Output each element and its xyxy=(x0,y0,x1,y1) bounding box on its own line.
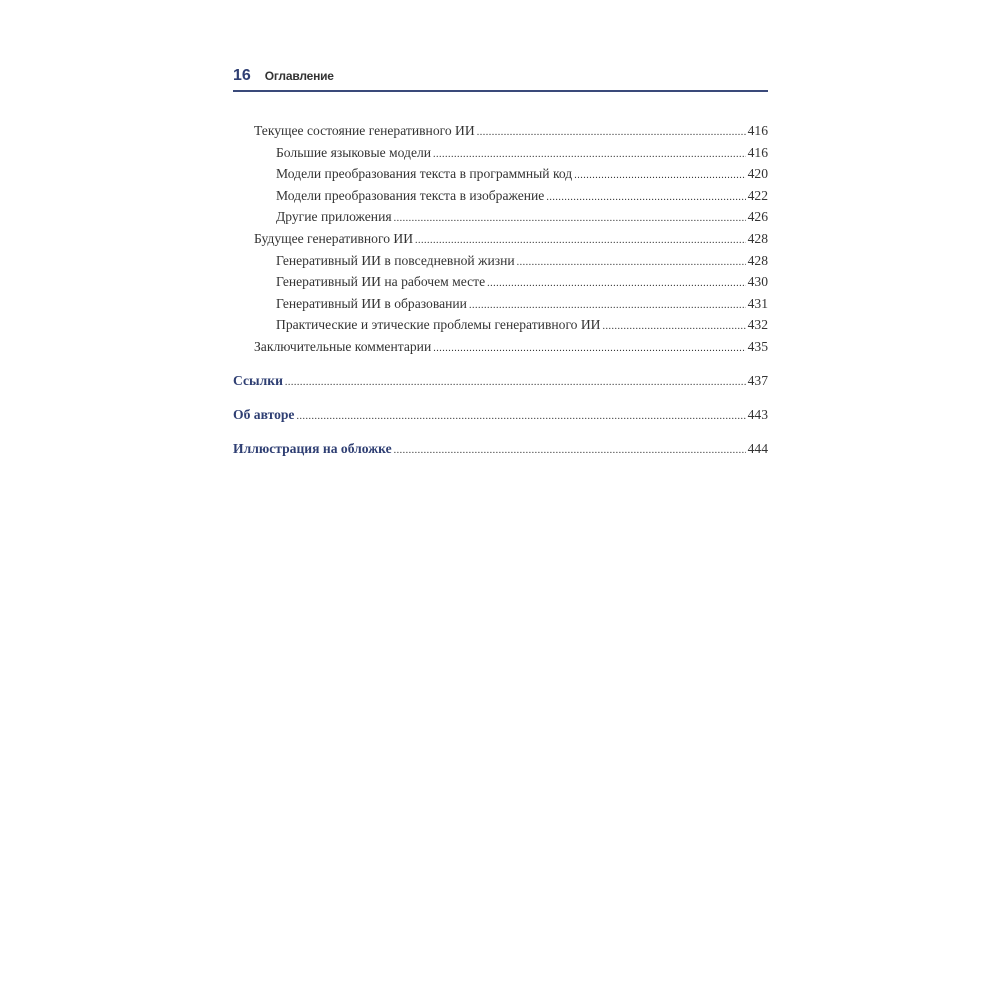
toc-leader-dots xyxy=(469,295,746,317)
toc-entry-page: 444 xyxy=(747,441,768,457)
toc-entry-label: Об авторе xyxy=(233,407,295,423)
toc-entry[interactable] xyxy=(233,120,768,142)
running-title: Оглавление xyxy=(264,69,334,83)
toc-entry[interactable] xyxy=(233,271,768,293)
toc-leader-dots xyxy=(285,372,746,394)
toc-entry-page: 420 xyxy=(747,166,768,182)
toc-leader-dots xyxy=(546,187,745,209)
toc-entry-page: 432 xyxy=(747,317,768,333)
toc-entry-page: 437 xyxy=(747,373,768,389)
toc-entry[interactable] xyxy=(233,314,768,336)
toc-entry-label: Генеративный ИИ в образовании xyxy=(276,295,467,311)
toc-entry-label: Практические и этические проблемы генеративного ИИ xyxy=(276,317,601,333)
toc-entry-label: Большие языковые модели xyxy=(276,144,432,160)
toc-leader-dots xyxy=(296,406,745,428)
toc-entry-label: Текущее состояние генеративного ИИ xyxy=(254,123,475,138)
toc-entry-page: 416 xyxy=(747,144,768,160)
toc-entry-page: 422 xyxy=(747,187,768,203)
toc-entry-label: Модели преобразования текста в изображение xyxy=(276,187,545,203)
toc-entry-label: Генеративный ИИ в повседневной жизни xyxy=(276,252,515,268)
toc-entry-page: 430 xyxy=(747,274,768,290)
toc-entry[interactable] xyxy=(233,163,768,185)
toc-leader-dots xyxy=(394,440,746,462)
toc-leader-dots xyxy=(603,316,746,338)
toc-entry-label: Генеративный ИИ на рабочем месте xyxy=(276,274,486,290)
toc-entry[interactable] xyxy=(233,228,768,250)
toc-leader-dots xyxy=(394,208,746,230)
toc-leader-dots xyxy=(433,144,746,166)
toc-entry[interactable] xyxy=(233,293,768,315)
toc-entry-page: 431 xyxy=(747,295,768,311)
toc-entry-label: Иллюстрация на обложке xyxy=(233,441,392,457)
toc-entry[interactable] xyxy=(233,142,768,164)
page-number: 16 xyxy=(233,67,251,84)
toc-entry[interactable] xyxy=(233,336,768,358)
toc-entry-label: Заключительные комментарии xyxy=(254,338,432,354)
toc-entry-page: 428 xyxy=(747,230,768,246)
toc-leader-dots xyxy=(487,273,745,295)
toc-entry-page: 435 xyxy=(747,338,768,354)
toc-leader-dots xyxy=(415,230,746,252)
toc-entry[interactable] xyxy=(233,185,768,207)
toc-entry-page: 428 xyxy=(747,252,768,268)
toc-entry[interactable] xyxy=(233,206,768,228)
toc-leader-dots xyxy=(517,252,746,274)
toc-chapter-entry[interactable] xyxy=(233,370,768,392)
toc-entry-label: Будущее генеративного ИИ xyxy=(254,230,414,246)
toc-entry-page: 426 xyxy=(747,209,768,225)
toc-entry-label: Ссылки xyxy=(233,373,283,389)
toc-leader-dots xyxy=(433,338,745,360)
toc-entry-label: Модели преобразования текста в программный код xyxy=(276,166,573,182)
toc-chapter-entry[interactable] xyxy=(233,404,768,426)
running-header xyxy=(233,62,768,92)
toc-chapter-entry[interactable] xyxy=(233,438,768,460)
toc-entry-page: 443 xyxy=(747,407,768,423)
toc-leader-dots xyxy=(477,122,746,144)
toc-leader-dots xyxy=(574,165,745,187)
table-of-contents xyxy=(233,120,768,460)
toc-entry[interactable] xyxy=(233,250,768,272)
toc-entry-page: 416 xyxy=(747,123,768,138)
toc-entry-label: Другие приложения xyxy=(276,209,392,225)
